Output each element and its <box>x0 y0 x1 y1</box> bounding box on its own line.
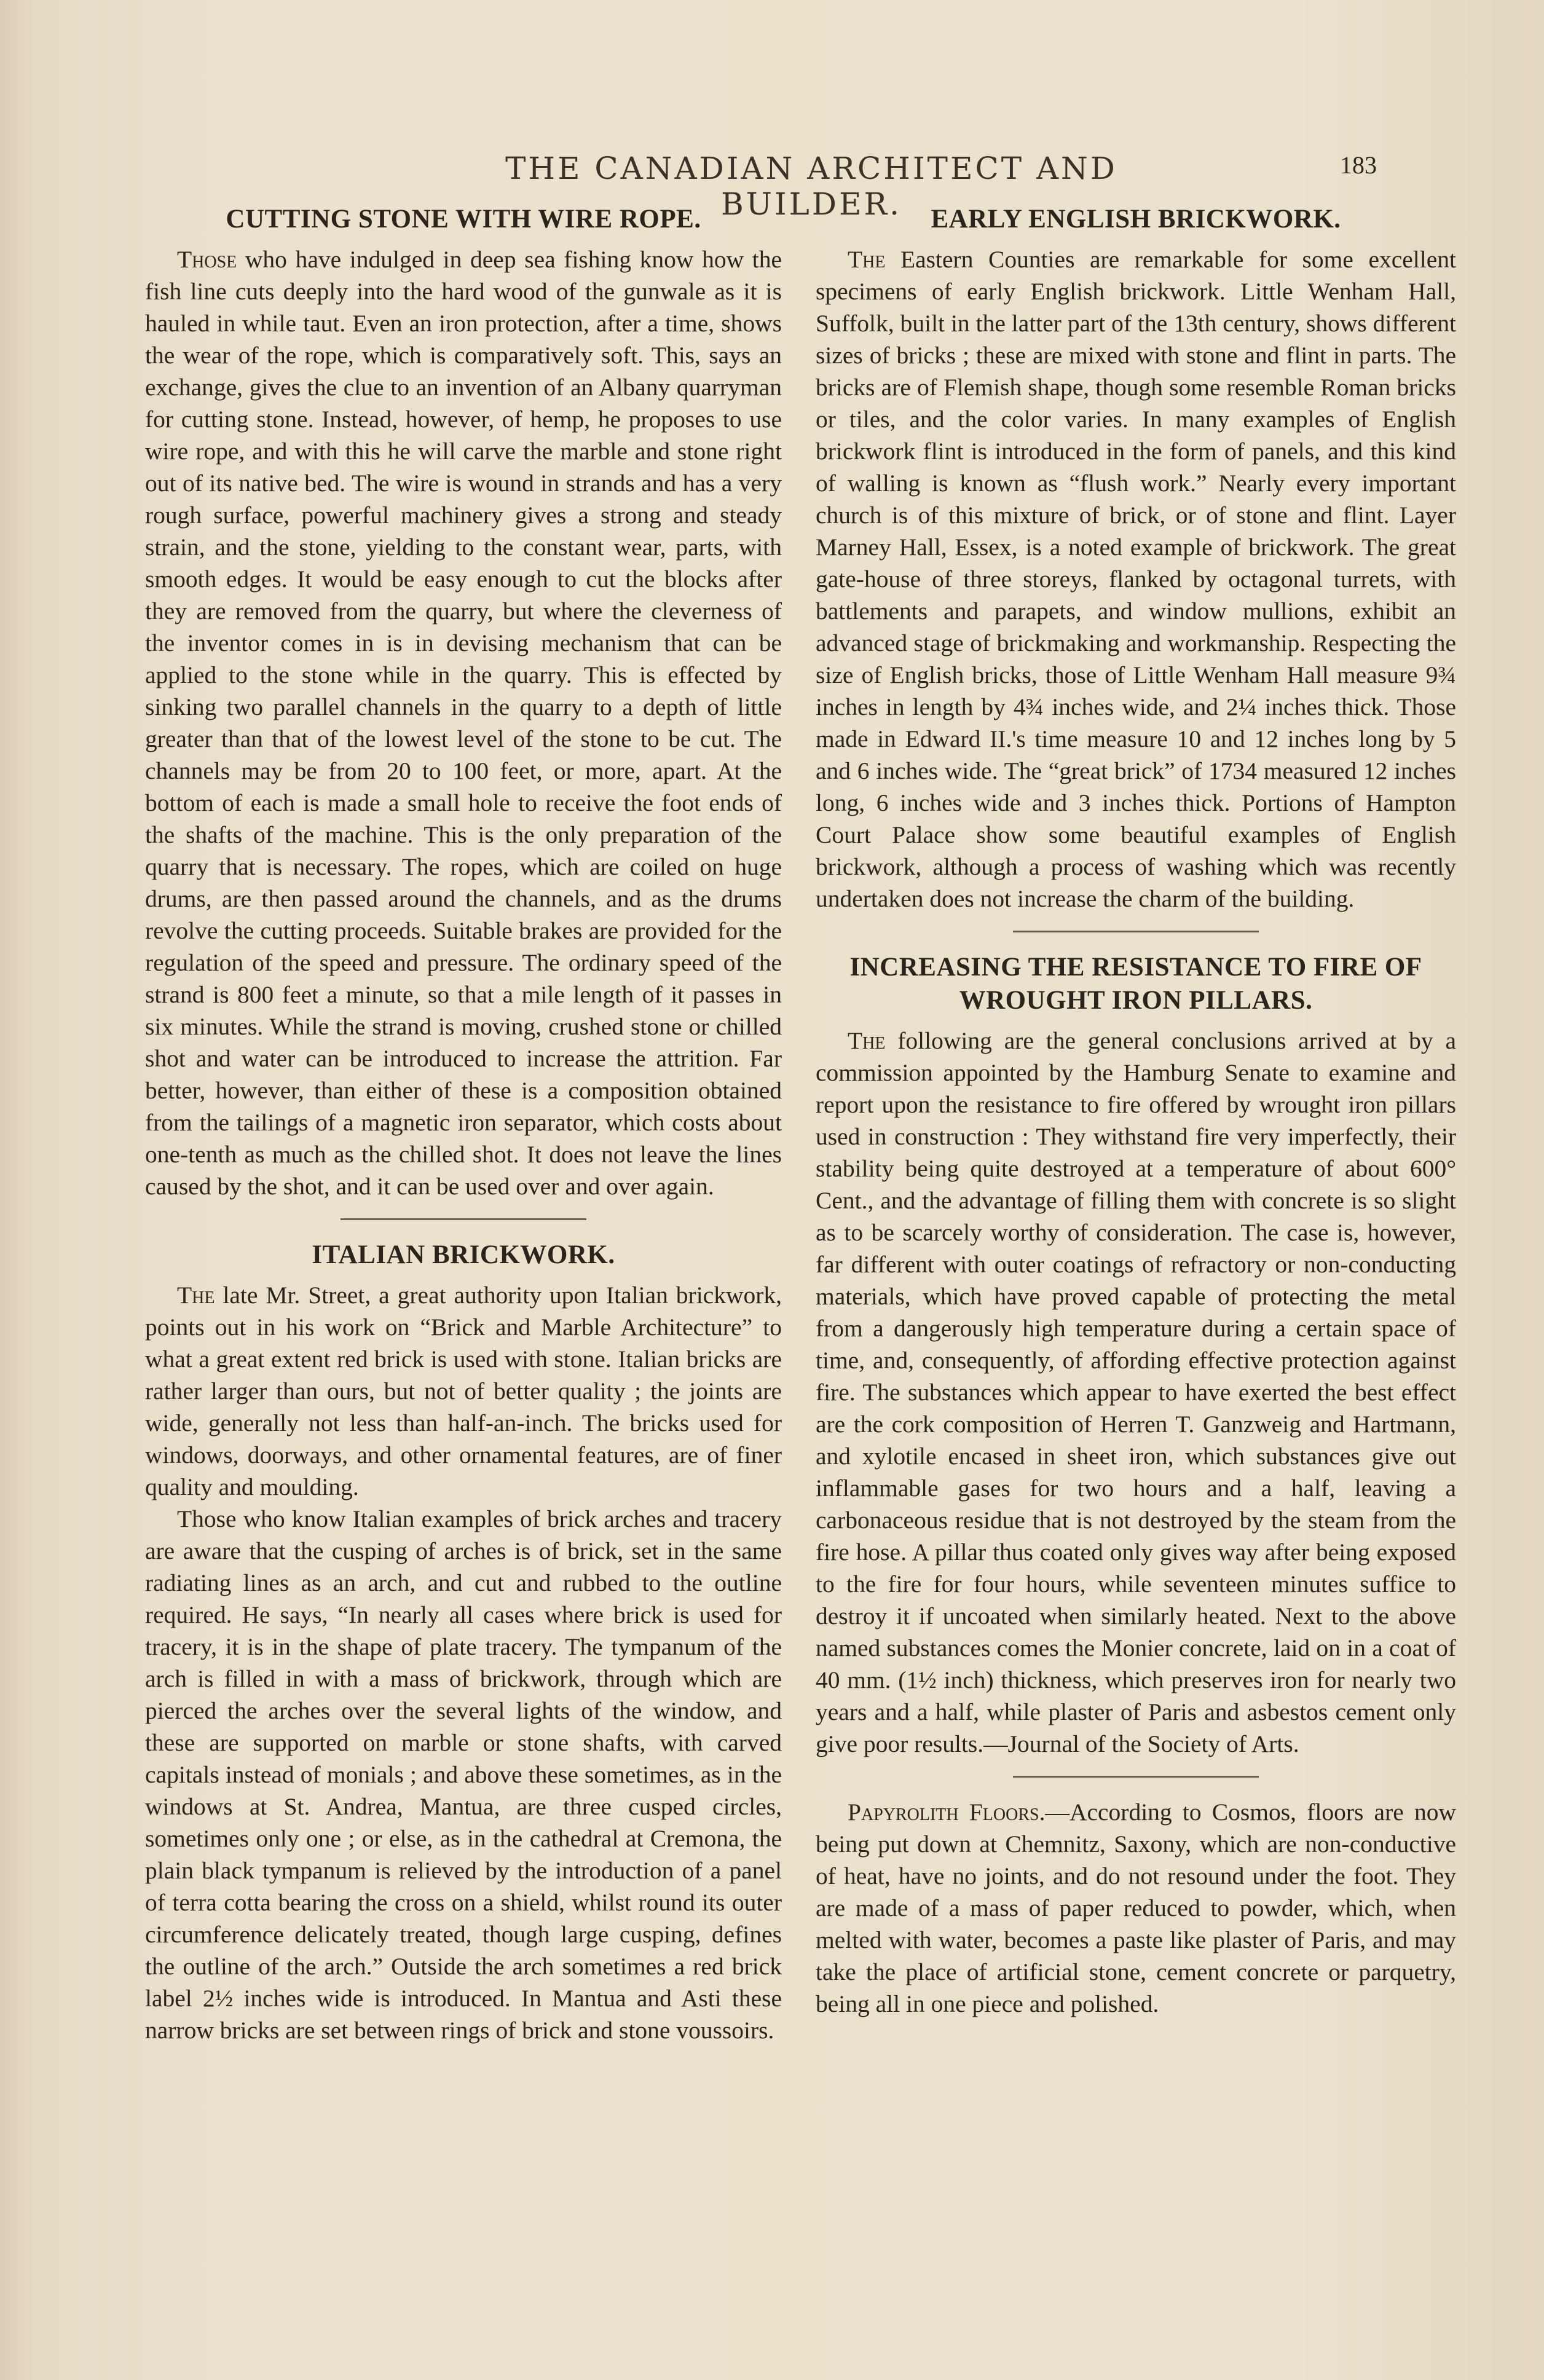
masthead-title: THE CANADIAN ARCHITECT AND BUILDER. <box>505 151 1117 222</box>
article-paragraph <box>816 243 1456 915</box>
section-divider <box>341 1218 586 1220</box>
paragraph-text: who have indulged in deep sea fishing know how the fish line cuts deeply into the hard wood of the gunwale as it is hauled in while taut. Even an iron protection, after a time, shows the wear of the rope, which is comparatively soft. This, says an exchange, gives the clue to an invention of an Albany quarryman for cutting stone. Instead, however, of hemp, he proposes to use wire rope, and with this he will carve the marble and stone right out of its native bed. The wire is wound in strands and has a very rough surface, powerful machinery gives a strong and steady strain, and the stone, yielding to the constant wear, parts, with smooth edges. It would be easy enough to cut the blocks after they are removed from the quarry, but where the cleverness of the inventor comes in is in devising mechanism that can be applied to the stone while in the quarry. This is effected by sinking two parallel channels in the quarry to a depth of little greater than that of the lowest level of the stone to be cut. The channels may be from 20 to 100 feet, or more, apart. At the bottom of each is made a small hole to receive the foot ends of the shafts of the machine. This is the only preparation of the quarry that is necessary. The ropes, which are coiled on huge drums, are then passed around the channels, and as the drums revolve the cutting proceeds. Suitable brakes are provided for the regulation of the speed and pressure. The ordinary speed of the strand is 800 feet a minute, so that a mile length of it passes in six minutes. While the strand is moving, crushed stone or chilled shot and water can be introduced to increase the attrition. Far better, however, than either of these is a composition obtained from the tailings of a magnetic iron separator, which costs about one-tenth as much as the chilled shot. It does not leave the lines caused by the shot, and it can be used over and over again. <box>145 246 782 1200</box>
section-divider <box>1013 1776 1259 1778</box>
page-number: 183 <box>1340 151 1377 179</box>
article-title: CUTTING STONE WITH WIRE ROPE. <box>226 205 701 234</box>
article-title: ITALIAN BRICKWORK. <box>312 1240 615 1269</box>
paragraph-text: following are the general conclusions arrived at by a commission appointed by the Hamburg Senate to examine and report upon the resistance to fire offered by wrought iron pillars used in construction : They withstand fire very imperfectly, their stability being quite destroyed at a temperature of about 600° Cent., and the advantage of filling them with concrete is so slight as to be scarcely worthy of consideration. The case is, however, far different with outer coatings of refractory or non-conducting materials, which have proved capable of protecting the metal from a dangerously high temperature during a certain space of time, and, consequently, of affording effective protection against fire. The substances which appear to have exerted the best effect are the cork composition of Herren T. Ganzweig and Hartmann, and xylotile encased in sheet iron, which substances give out inflammable gases for two hours and a half, leaving a carbonaceous residue that is not destroyed by the steam from the fire hose. A pillar thus coated only gives way after being exposed to the fire for four hours, while seventeen minutes suffice to destroy it if uncoated when similarly heated. Next to the above named substances comes the Monier concrete, laid on in a coat of 40 mm. (1½ inch) thickness, which preserves iron for nearly two years and a half, while plaster of Paris and asbestos cement only give poor results.—Journal of the Society of Arts. <box>816 1027 1457 1757</box>
article-fire-resistance <box>816 951 1456 1760</box>
article-papyrolith-floors <box>816 1796 1456 2020</box>
lead-word: The <box>848 1027 886 1054</box>
article-paragraph <box>145 243 782 1202</box>
article-paragraph <box>816 1025 1456 1760</box>
article-cutting-stone <box>145 203 782 1202</box>
paragraph-text: late Mr. Street, a great authority upon Italian brickwork, points out in his work on “Brick and Marble Architecture” to what a great extent red brick is used with stone. Italian bricks are rather larger than ours, but not of better quality ; the joints are wide, generally not less than half-an-inch. The bricks used for windows, doorways, and other ornamental features, are of finer quality and moulding. <box>145 1282 782 1500</box>
lead-word: The <box>848 246 886 273</box>
article-paragraph <box>816 1796 1456 2020</box>
article-italian-brickwork <box>145 1239 782 2046</box>
paragraph-text: Eastern Counties are remarkable for some excellent specimens of early English brickwork. Little Wenham Hall, Suffolk, built in the latter part of the 13th century, shows different sizes of bricks ; these are mixed with stone and flint in parts. The bricks are of Flemish shape, though some resemble Roman bricks or tiles, and the color varies. In many examples of English brickwork flint is introduced in the form of panels, and this kind of walling is known as “flush work.” Nearly every important church is of this mixture of brick, or of stone and flint. Layer Marney Hall, Essex, is a noted example of brickwork. The great gate-house of three storeys, flanked by octagonal turrets, with battlements and parapets, and window mullions, exhibit an advanced stage of brickmaking and workmanship. Respecting the size of English bricks, those of Little Wenham Hall measure 9¾ inches in length by 4¾ inches wide, and 2¼ inches thick. Those made in Edward II.'s time measure 10 and 12 inches long by 5 and 6 inches wide. The “great brick” of 1734 measured 12 inches long, 6 inches wide and 3 inches thick. Portions of Hampton Court Palace show some beautiful examples of English brickwork, although a process of washing which was recently undertaken does not increase the charm of the building. <box>816 246 1456 912</box>
left-column <box>145 203 782 2046</box>
article-paragraph: Those who know Italian examples of brick arches and tracery are aware that the cusping of arches is of brick, set in the same radiating lines as an arch, and cut and rubbed to the outline required. He says, “In nearly all cases where brick is used for tracery, it is in the shape of plate tracery. The tympanum of the arch is filled in with a mass of brickwork, through which are pierced the arches over the several lights of the window, and these are supported on marble or stone shafts, with carved capitals instead of monials ; and above these sometimes, as in the windows at St. Andrea, Mantua, are three cusped circles, sometimes only one ; or else, as in the cathedral at Cremona, the plain black tympanum is relieved by the introduction of a panel of terra cotta bearing the cross on a shield, whilst round its outer circumference delicately treated, though large cusping, defines the outline of the arch.” Outside the arch sometimes a red brick label 2½ inches wide is introduced. In Mantua and Asti these narrow bricks are set between rings of brick and stone voussoirs. <box>145 1505 782 2044</box>
paragraph-text: —According to Cosmos, floors are now being put down at Chemnitz, Saxony, which are non-conductive of heat, have no joints, and do not resound under the foot. They are made of a mass of paper reduced to powder, which, when melted with water, becomes a paste like plaster of Paris, and may take the place of artificial stone, cement concrete or parquetry, being all in one piece and polished. <box>816 1799 1456 2017</box>
right-column <box>816 203 1456 2020</box>
article-paragraph <box>145 1279 782 1503</box>
lead-word: Papyrolith Floors. <box>848 1799 1046 1826</box>
section-divider <box>1013 931 1259 932</box>
lead-word: The <box>177 1282 215 1309</box>
article-early-english-brickwork <box>816 203 1456 915</box>
article-title: EARLY ENGLISH BRICKWORK. <box>931 205 1341 234</box>
article-title: INCREASING THE RESISTANCE TO FIRE OF WROUGHT IRON PILLARS. <box>849 953 1422 1015</box>
lead-word: Those <box>177 246 237 273</box>
